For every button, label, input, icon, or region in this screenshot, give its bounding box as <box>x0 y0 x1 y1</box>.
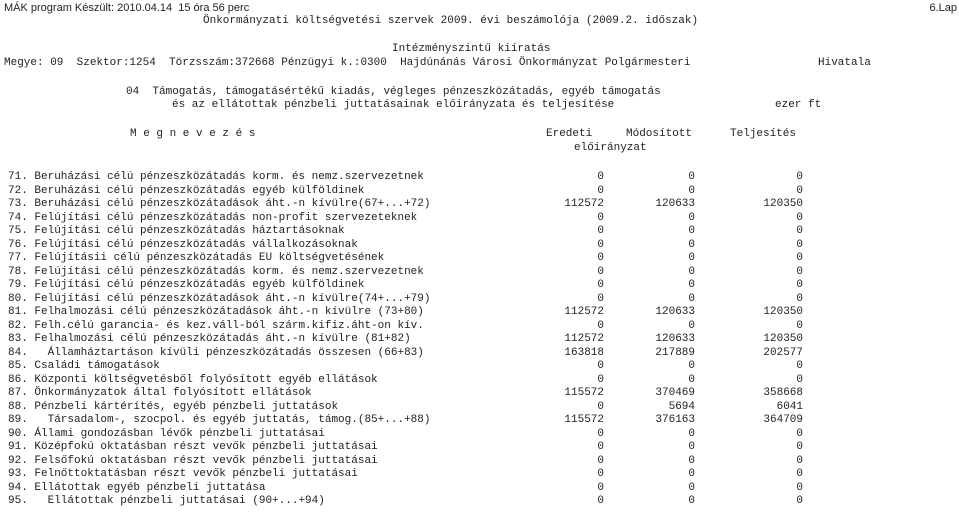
cell-mod: 120633 <box>655 333 695 345</box>
row-label: 83. Felhalmozási célú pénzeszközátadás áht.-n kívülre (81+82) <box>8 333 411 345</box>
cell-mod: 0 <box>688 171 695 183</box>
cell-orig: 0 <box>597 252 604 264</box>
cell-orig: 115572 <box>564 387 604 399</box>
cell-orig: 163818 <box>564 347 604 359</box>
ident-line-right: Hivatala <box>818 57 871 69</box>
cell-orig: 0 <box>597 482 604 494</box>
row-label: 89. Társadalom-, szocpol. és egyéb juttatás, támog.(85+...+88) <box>8 414 431 426</box>
row-label: 86. Központi költségvetésből folyósított egyéb ellátások <box>8 374 378 386</box>
cell-act: 0 <box>796 428 803 440</box>
cell-mod: 0 <box>688 482 695 494</box>
cell-act: 0 <box>796 360 803 372</box>
cell-orig: 0 <box>597 495 604 507</box>
cell-act: 0 <box>796 225 803 237</box>
cell-act: 6041 <box>776 401 803 413</box>
cell-mod: 0 <box>688 266 695 278</box>
cell-act: 364709 <box>763 414 803 426</box>
row-label: 82. Felh.célú garancia- és kez.váll-ból szárm.kifiz.áht-on kív. <box>8 320 424 332</box>
row-label: 80. Felújítási célú pénzeszközátadások áht.-n kívülre(74+...+79) <box>8 293 431 305</box>
cell-orig: 0 <box>597 428 604 440</box>
row-label: 78. Felújítási célú pénzeszközátadás korm. és nemz.szervezetnek <box>8 266 424 278</box>
cell-mod: 0 <box>688 279 695 291</box>
cell-mod: 0 <box>688 468 695 480</box>
cell-orig: 0 <box>597 171 604 183</box>
cell-act: 0 <box>796 252 803 264</box>
cell-orig: 0 <box>597 293 604 305</box>
cell-mod: 0 <box>688 239 695 251</box>
cell-act: 120350 <box>763 306 803 318</box>
cell-act: 0 <box>796 266 803 278</box>
cell-mod: 0 <box>688 441 695 453</box>
row-label: 73. Beruházási célú pénzeszközátadások áht.-n kívülre(67+...+72) <box>8 198 431 210</box>
cell-orig: 112572 <box>564 306 604 318</box>
row-label: 94. Ellátottak egyéb pénzbeli juttatása <box>8 482 266 494</box>
row-label: 84. Államháztartáson kívüli pénzeszközátadás összesen (66+83) <box>8 347 424 359</box>
cell-orig: 112572 <box>564 333 604 345</box>
col-header-name: M e g n e v e z é s <box>130 128 256 140</box>
ident-line: Megye: 09 Szektor:1254 Törzsszám:372668 Pénzügyi k.:0300 Hajdúnánás Városi Önkormányzat Polgármesteri <box>4 57 691 69</box>
cell-orig: 112572 <box>564 198 604 210</box>
col-header-modified: Módosított <box>626 128 693 140</box>
cell-act: 0 <box>796 374 803 386</box>
report-title: Önkormányzati költségvetési szervek 2009. évi beszámolója (2009.2. időszak) <box>203 15 699 27</box>
row-label: 76. Felújítási célú pénzeszközátadás vállalkozásoknak <box>8 239 358 251</box>
cell-orig: 0 <box>597 468 604 480</box>
section-title-line1: 04 Támogatás, támogatásértékű kiadás, végleges pénzeszközátadás, egyéb támogatás <box>126 86 661 98</box>
cell-act: 0 <box>796 185 803 197</box>
cell-act: 0 <box>796 468 803 480</box>
cell-act: 120350 <box>763 333 803 345</box>
cell-mod: 0 <box>688 185 695 197</box>
row-label: 77. Felújításii célú pénzeszközátadás EU költségvetésének <box>8 252 385 264</box>
cell-mod: 0 <box>688 428 695 440</box>
cell-orig: 0 <box>597 374 604 386</box>
cell-mod: 370469 <box>655 387 695 399</box>
row-label: 71. Beruházási célú pénzeszközátadás korm. és nemz.szervezetnek <box>8 171 424 183</box>
cell-mod: 376163 <box>655 414 695 426</box>
cell-mod: 217889 <box>655 347 695 359</box>
row-label: 79. Felújítási célú pénzeszközátadás egyéb külföldinek <box>8 279 365 291</box>
cell-act: 0 <box>796 239 803 251</box>
cell-mod: 120633 <box>655 306 695 318</box>
cell-act: 0 <box>796 455 803 467</box>
cell-act: 358668 <box>763 387 803 399</box>
cell-orig: 0 <box>597 185 604 197</box>
row-label: 88. Pénzbeli kártérítés, egyéb pénzbeli juttatások <box>8 401 339 413</box>
row-label: 72. Beruházási célú pénzeszközátadás egyéb külföldinek <box>8 185 365 197</box>
row-label: 87. Önkormányzatok által folyósított ellátások <box>8 387 312 399</box>
cell-mod: 0 <box>688 495 695 507</box>
cell-orig: 115572 <box>564 414 604 426</box>
cell-act: 202577 <box>763 347 803 359</box>
cell-orig: 0 <box>597 266 604 278</box>
cell-orig: 0 <box>597 401 604 413</box>
cell-orig: 0 <box>597 212 604 224</box>
row-label: 90. Állami gondozásban lévők pénzbeli juttatásai <box>8 428 325 440</box>
unit-label: ezer ft <box>775 99 822 111</box>
cell-orig: 0 <box>597 360 604 372</box>
cell-mod: 0 <box>688 212 695 224</box>
cell-orig: 0 <box>597 441 604 453</box>
row-label: 93. Felnőttoktatásban részt vevők pénzbeli juttatásai <box>8 468 358 480</box>
cell-act: 0 <box>796 482 803 494</box>
cell-mod: 0 <box>688 455 695 467</box>
row-label: 92. Felsőfokú oktatásban részt vevők pénzbeli juttatásai <box>8 455 378 467</box>
cell-mod: 0 <box>688 293 695 305</box>
row-label: 95. Ellátottak pénzbeli juttatásai (90+...+94) <box>8 495 325 507</box>
cell-mod: 0 <box>688 360 695 372</box>
col-header-original: Eredeti <box>546 128 593 140</box>
row-label: 91. Középfokú oktatásban részt vevők pénzbeli juttatásai <box>8 441 378 453</box>
cell-act: 0 <box>796 495 803 507</box>
col-header-original-2: előirányzat <box>574 142 647 154</box>
cell-orig: 0 <box>597 239 604 251</box>
row-label: 85. Családi támogatások <box>8 360 160 372</box>
cell-orig: 0 <box>597 320 604 332</box>
col-header-actual: Teljesítés <box>730 128 797 140</box>
row-label: 81. Felhalmozási célú pénzeszközátadások áht.-n kívülre (73+80) <box>8 306 424 318</box>
cell-act: 120350 <box>763 198 803 210</box>
cell-act: 0 <box>796 293 803 305</box>
cell-orig: 0 <box>597 455 604 467</box>
cell-orig: 0 <box>597 279 604 291</box>
cell-mod: 0 <box>688 320 695 332</box>
cell-act: 0 <box>796 171 803 183</box>
section-title-line2: és az ellátottak pénzbeli juttatásainak előirányzata és teljesítése <box>172 99 615 111</box>
cell-act: 0 <box>796 320 803 332</box>
cell-mod: 0 <box>688 225 695 237</box>
row-label: 75. Felújítási célú pénzeszközátadás háztartásoknak <box>8 225 345 237</box>
cell-act: 0 <box>796 279 803 291</box>
cell-mod: 0 <box>688 374 695 386</box>
cell-act: 0 <box>796 212 803 224</box>
cell-orig: 0 <box>597 225 604 237</box>
cell-mod: 120633 <box>655 198 695 210</box>
page-number: 6.Lap <box>929 2 957 14</box>
level-label: Intézményszintű kiíratás <box>392 43 551 55</box>
cell-mod: 5694 <box>668 401 695 413</box>
cell-act: 0 <box>796 441 803 453</box>
program-line: MÁK program Készült: 2010.04.14 15 óra 56 perc <box>4 2 250 14</box>
row-label: 74. Felújítási célú pénzeszközátadás non-profit szervezeteknek <box>8 212 418 224</box>
cell-mod: 0 <box>688 252 695 264</box>
